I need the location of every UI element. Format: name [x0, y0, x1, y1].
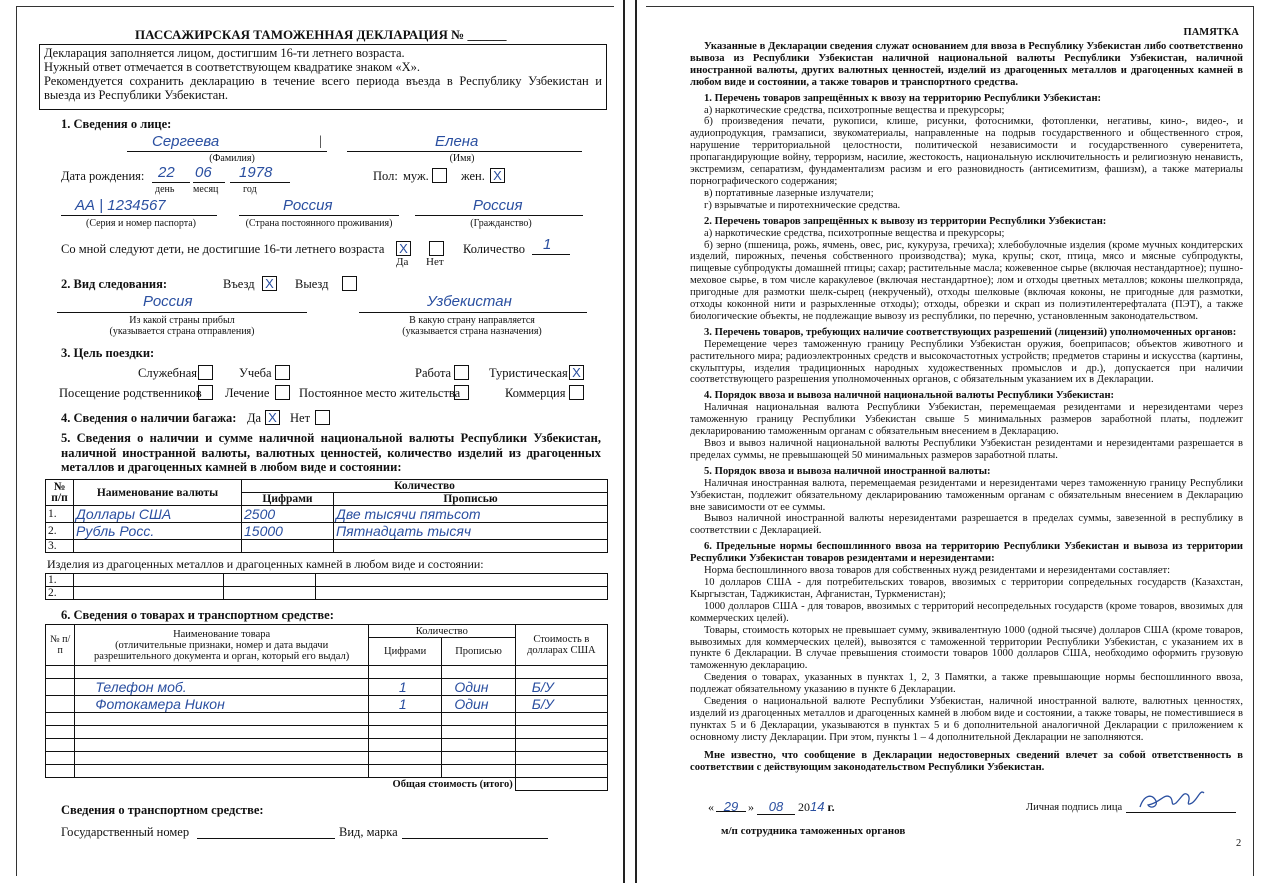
section-2-heading: 2. Вид следования:: [61, 277, 168, 291]
currency-table: [45, 479, 608, 553]
year-label: год: [243, 184, 257, 195]
col-digits: Цифрами: [368, 638, 441, 666]
signature-label: Личная подпись лица: [1026, 802, 1123, 813]
section-1-heading: 1. Сведения о лице:: [61, 117, 172, 131]
declaration-page: ПАССАЖИРСКАЯ ТАМОЖЕННАЯ ДЕКЛАРАЦИЯ № ______ Декларация заполняется лицом, достигшим 16-ти летнего возраста. Нужный ответ отмечается в соответствующем квадратике знаком «Х». Рекомендуется сохранить декларацию в течение всего периода въезда в Республику Узбекистан и выезда из Республики Узбекистан. 1. Сведения о лице: Сергеева | Елена (Фамилия) (Имя) Дата рождения: 22 06 1978 день месяц год Пол: муж. жен. X АА | 1234567 Россия Россия (Серия и номер паспорта) (Страна постоянного проживания) (Гражданство) Со мной следуют дети, не достигшие 16-ти летнего возраста X Да Нет Количество 1 2. Вид следования: Въезд X Выезд Россия Узбекистан Из какой страны прибыл (указывается страна отправления) В какую страну направляется (указывается страна назначения) 3. Цель поездки: Служебная Учеба Работа Туристическая X Посещение родственников Лечение Постоянное место жительства Коммерция 4. Сведения о наличии багажа: Да X Нет 5. Сведения о наличии и сумме наличной национальной валюты Республики Узбекистан, наличной иностранной валюты, валютных ценностей, количество изделий из драгоценных металлов и драгоценных камней в любом виде и состоянии: № п/п Наименование валюты Количество Цифрами Прописью 1. Доллары США 2500 Две тысячи пятьсот 2. Рубль Росс. 15000 Пятнадцать тысяч 3. Изделия из драгоценных металлов и драгоценных камней в любом виде и состоянии: 1. 2. 6. Сведения о товарах и транспортном средстве: № п/п Наименование товара (отличительные признаки, номер и дата выдачи разрешительного документа и орган, который его выдал) Количество Стоимость в долларах США Цифрами Прописью Телефон моб. 1 Один Б/У Фотокамера Никон 1 Один Б/У Общая стоимость (итого) Сведения о транспортном средстве: Государственный номер Вид, марка: [16, 6, 614, 876]
citizenship-label: (Гражданство): [470, 218, 532, 229]
to-label: В какую страну направляется (указывается страна назначения): [402, 315, 542, 337]
col-words: Прописью: [442, 638, 515, 666]
section-5-heading: 5. Сведения о наличии и сумме наличной национальной валюты Республики Узбекистан, наличной иностранной валюты, валютных ценностей, количество изделий из драгоценных металлов и драгоценных камней в любом виде и состоянии:: [61, 431, 601, 474]
purpose-relatives-checkbox[interactable]: [198, 385, 213, 400]
col-quantity: Количество: [368, 625, 515, 638]
no-label: Нет: [426, 256, 444, 268]
page-separator: [623, 0, 637, 883]
passport-label: (Серия и номер паспорта): [86, 218, 196, 229]
dob-year: 1978: [239, 164, 273, 181]
total-value[interactable]: [515, 778, 607, 791]
table-row: [46, 726, 608, 739]
col-quantity: Количество: [242, 480, 608, 493]
instructions-page: [646, 6, 1254, 876]
surname-label: (Фамилия): [209, 153, 255, 164]
item-6-heading: 6. Предельные нормы беспошлинного ввоза на территорию Республики Узбекистан и вывоза из территории Республики Узбекистан товаров резидентами и нерезидентами:: [690, 541, 1243, 565]
col-currency: Наименование валюты: [74, 480, 242, 506]
make-label: Вид, марка: [339, 825, 398, 839]
page-number: 2: [1236, 838, 1242, 849]
purpose-study-label: Учеба: [239, 366, 272, 380]
children-no-checkbox[interactable]: [429, 241, 444, 256]
sex-label: Пол:: [373, 169, 398, 183]
table-row: [46, 752, 608, 765]
intro-box: [39, 44, 607, 110]
instructions-title: ПАМЯТКА: [1183, 27, 1239, 38]
baggage-no-checkbox[interactable]: [315, 410, 330, 425]
table-row: [46, 713, 608, 726]
female-checkbox[interactable]: X: [490, 168, 505, 183]
dob-month: 06: [195, 164, 212, 181]
purpose-service-label: Служебная: [138, 366, 198, 380]
item-3-heading: 3. Перечень товаров, требующих наличие соответствующих разрешений (лицензий) уполномоченных органов:: [704, 326, 1237, 338]
female-label: жен.: [461, 169, 485, 183]
baggage-yes-label: Да: [247, 411, 262, 425]
male-label: муж.: [403, 169, 429, 183]
entry-label: Въезд: [223, 277, 255, 291]
col-words: Прописью: [334, 493, 608, 506]
table-row: 1.: [46, 574, 608, 587]
signature-date: « 29 » 08 2014 г.: [708, 799, 835, 814]
intro-line: Нужный ответ отмечается в соответствующем квадратике знаком «Х».: [44, 60, 421, 74]
baggage-yes-checkbox[interactable]: X: [265, 410, 280, 425]
surname-value: Сергеева: [152, 133, 220, 150]
country-value: Россия: [283, 197, 333, 214]
col-num: № п/п: [46, 480, 74, 506]
day-label: день: [155, 184, 175, 195]
purpose-commerce-label: Коммерция: [505, 386, 566, 400]
goods-table: [45, 624, 608, 791]
table-row: 3.: [46, 540, 608, 553]
purpose-work-checkbox[interactable]: [454, 365, 469, 380]
col-cost: Стоимость в долларах США: [515, 625, 607, 666]
table-row: [46, 739, 608, 752]
country-label: (Страна постоянного проживания): [245, 218, 393, 229]
purpose-commerce-checkbox[interactable]: [569, 385, 584, 400]
from-label: Из какой страны прибыл (указывается страна отправления): [109, 315, 255, 337]
baggage-no-label: Нет: [290, 411, 311, 425]
dob-day: 22: [158, 164, 175, 181]
instructions-body: Указанные в Декларации сведения служат основанием для ввоза в Республику Узбекистан либо соответственно вывоза из Республики Узбекистан наличной национальной валюты Республики Узбекистан, наличной иностранной валюты, других валютных ценностей, изделий из драгоценных металлов и драгоценных камней в любом виде и состоянии, а также товаров и транспортного средства. 1. Перечень товаров запрещённых к ввозу на территорию Республики Узбекистан: а) наркотические средства, психотропные вещества и прекурсоры; б) произведения печати, рукописи, клише, рисунки, фотоснимки, фотопленки, негативы, кино-, видео-, и аудиопродукция, грамзаписи, звукоматериалы, направленные на подрыв государственного и общественного строя, нарушение территориальной целостности, политической независимости и государственного суверенитета, пропагандирующие войну, терроризм, насилие, жестокость, национальную исключительность и религиозную ненависть, экстремизм, сепаратизм, фундаментализм расизм и его разновидность (антисемитизм, фашизм), а также материалы порнографического содержания; в) портативные лазерные излучатели; г) взрывчатые и пиротехнические средства. 2. Перечень товаров запрещённых к вывозу из территории Республики Узбекистан: а) наркотические средства, психотропные вещества и прекурсоры; б) зерно (пшеница, рожь, ячмень, овес, рис, кукуруза, гречиха); хлебобулочные изделия (кроме мучных кондитерских изделий, пирожных, печенья собственного производства); мука, крупы; скот, птица, мясо и мясные субпродукты, пищевые субпродукты домашней птицы; сахар; растительные масла; кожевенное сырье (включая нестандартное); пушно-меховое сырье, в том числе каракулевое (включая нестандартное); лом и отходы цветных металлов; коконы шелкопряда, пригодные для размотки шелк-сырец (некрученый), отходы шелковые (включая коконы, не пригодные для размотки, отходы коконной нити и разрыхленные отходы); отходы, обрезки и скрап из полиэтилентерефталата (ПЭТ), а также биологические объекты, не подлежащие вывозу из республики, по перечню, установленным законодательством. 3. Перечень товаров, требующих наличие соответствующих разрешений (лицензий) уполномоченных органов: Перемещение через таможенную границу Республики Узбекистан оружия, боеприпасов; объектов животного и растительного мира; радиоэлектронных средств и высокочастотных устройств; предметов старины и искусства (картины, скульптуры, изделия традиционных народных художественных промыслов и др.), допускается при наличии соответствующего разрешения уполномоченных органов, с обязательным указанием их в Декларации. 4. Порядок ввоза и вывоза наличной национальной валюты Республики Узбекистан: Наличная национальная валюта Республики Узбекистан, перемещаемая резидентами и нерезидентами через таможенную границу Республики Узбекистан свыше 5 минимальных размеров заработной платы, подлежит декларированию таможенным органам с обязательным внесением в Декларацию. Ввоз и вывоз наличной национальной валюты Республики Узбекистан резидентами и нерезидентами разрешается в пределах суммы, не превышающей 50 минимальных размеров заработной платы. 5. Порядок ввоза и вывоза наличной иностранной валюты: Наличная иностранная валюта, перемещаемая резидентами и нерезидентами через таможенную границу Республики Узбекистан, подлежит обязательному декларированию таможенным органам с обязательным внесением в Декларацию вне зависимости от ее суммы. Вывоз наличной иностранной валюты нерезидентами разрешается в пределах суммы, завезенной в республику в соответствии с Декларацией. 6. Предельные нормы беспошлинного ввоза на территорию Республики Узбекистан и вывоза из территории Республики Узбекистан товаров резидентами и нерезидентами: Норма беспошлинного ввоза товаров для собственных нужд резидентами и нерезидентами составляет: 10 долларов США - для потребительских товаров, ввозимых с территории сопредельных государств (Казахстан, Кыргызстан, Таджикистан, Афганистан, Туркменистан); 1000 долларов США - для товаров, ввозимых с территорий несопредельных государств (кроме товаров, ввозимых для коммерческих целей). Товары, стоимость которых не превышает сумму, эквивалентную 1000 (одной тысяче) долларов США (кроме товаров, вывозимых для коммерческих целей), вывозятся с таможенной территории Республики Узбекистан, с указанием их в пункте 6 Декларации. В случае превышения стоимости товаров 1000 долларов США, необходимо оформить грузовую таможенную декларацию. Сведения о товарах, указанных в пунктах 1, 2, 3 Памятки, а также превышающие нормы беспошлинного ввоза, подлежат обязательному указанию в пункте 6 Декларации. Сведения о национальной валюте Республики Узбекистан, наличной иностранной валюте, валютных ценностях, изделий из драгоценных металлов и драгоценных камней в любом виде и состоянии, а также товары, не поместившиеся в пунктах 5 и 6 Декларации, указываются в пунктах 5 и 6 дополнительной аналогичной Декларации с приложением к основному листу Декларации. При этом, пункты 1 – 4 дополнительной Декларации не заполняются. Мне известно, что сообщение в Декларации недостоверных сведений влечет за собой ответственность в соответствии с действующим законодательством Республики Узбекистан.: [690, 41, 1243, 773]
section-4-heading: 4. Сведения о наличии багажа:: [61, 411, 237, 425]
item-2-heading: 2. Перечень товаров запрещённых к вывозу из территории Республики Узбекистан:: [704, 215, 1107, 227]
month-label: месяц: [193, 184, 219, 195]
table-row: Телефон моб. 1 Один Б/У: [46, 679, 608, 696]
from-value: Россия: [143, 293, 193, 310]
table-row: 2. Рубль Росс. 15000 Пятнадцать тысяч: [46, 523, 608, 540]
children-qty-value: 1: [543, 236, 552, 253]
plate-field[interactable]: [197, 823, 335, 839]
dob-label: Дата рождения:: [61, 169, 145, 183]
table-row: Фотокамера Никон 1 Один Б/У: [46, 696, 608, 713]
section-6-heading: 6. Сведения о товарах и транспортном средстве:: [61, 608, 334, 622]
yes-label: Да: [396, 256, 409, 268]
intro-paragraph: Указанные в Декларации сведения служат основанием для ввоза в Республику Узбекистан либо соответственно вывоза из Республики Узбекистан наличной национальной валюты Республики Узбекистан, наличной иностранной валюты, других валютных ценностей, изделий из драгоценных металлов и драгоценных камней в любом виде и состоянии, а также товаров и транспортного средства.: [690, 41, 1243, 88]
jewelry-table: [45, 573, 608, 600]
intro-line: Декларация заполняется лицом, достигшим 16-ти летнего возраста.: [44, 46, 405, 60]
children-label: Со мной следуют дети, не достигшие 16-ти летнего возраста: [61, 242, 385, 256]
plate-label: Государственный номер: [61, 825, 190, 839]
section-3-heading: 3. Цель поездки:: [61, 346, 155, 360]
purpose-treatment-label: Лечение: [225, 386, 270, 400]
item-5-heading: 5. Порядок ввоза и вывоза наличной иностранной валюты:: [704, 465, 991, 477]
declaration-title: ПАССАЖИРСКАЯ ТАМОЖЕННАЯ ДЕКЛАРАЦИЯ № ______: [135, 27, 507, 42]
purpose-work-label: Работа: [415, 366, 452, 380]
purpose-service-checkbox[interactable]: [198, 365, 213, 380]
name-label: (Имя): [449, 153, 475, 164]
transport-heading: Сведения о транспортном средстве:: [61, 803, 264, 817]
citizenship-value: Россия: [473, 197, 523, 214]
purpose-treatment-checkbox[interactable]: [275, 385, 290, 400]
male-checkbox[interactable]: [432, 168, 447, 183]
to-value: Узбекистан: [427, 293, 512, 310]
table-row: [46, 666, 608, 679]
name-value: Елена: [435, 133, 479, 150]
purpose-study-checkbox[interactable]: [275, 365, 290, 380]
col-digits: Цифрами: [242, 493, 334, 506]
table-row: [46, 765, 608, 778]
col-num: № п/п: [46, 625, 75, 666]
passport-value: АА | 1234567: [75, 197, 166, 214]
exit-checkbox[interactable]: [342, 276, 357, 291]
children-qty-label: Количество: [463, 242, 525, 256]
table-row: 2.: [46, 587, 608, 600]
purpose-residence-label: Постоянное место жительства: [299, 386, 461, 400]
purpose-tour-checkbox[interactable]: X: [569, 365, 584, 380]
item-4-heading: 4. Порядок ввоза и вывоза наличной национальной валюты Республики Узбекистан:: [704, 390, 1115, 402]
purpose-relatives-label: Посещение родственников: [59, 386, 202, 400]
exit-label: Выезд: [295, 277, 329, 291]
total-label: Общая стоимость (итого): [46, 778, 516, 791]
intro-line: Рекомендуется сохранить декларацию в течение всего периода въезда в Республику Узбекистан и выезда из Республики Узбекистан.: [44, 74, 602, 102]
col-goods: Наименование товара (отличительные признаки, номер и дата выдачи разрешительного документа и орган, который его выдал): [75, 625, 369, 666]
warning-paragraph: Мне известно, что сообщение в Декларации недостоверных сведений влечет за собой ответственность в соответствии с действующим законодательством Республики Узбекистан.: [690, 749, 1243, 773]
make-field[interactable]: [402, 823, 548, 839]
purpose-residence-checkbox[interactable]: [454, 385, 469, 400]
item-1-heading: 1. Перечень товаров запрещённых к ввозу на территорию Республики Узбекистан:: [704, 92, 1102, 104]
table-row: 1. Доллары США 2500 Две тысячи пятьсот: [46, 506, 608, 523]
signature-scribble: [1134, 785, 1214, 815]
purpose-tour-label: Туристическая: [489, 366, 568, 380]
children-yes-checkbox[interactable]: X: [396, 241, 411, 256]
entry-checkbox[interactable]: X: [262, 276, 277, 291]
stamp-label: м/п сотрудника таможенных органов: [721, 825, 906, 837]
jewelry-label: Изделия из драгоценных металлов и драгоценных камней в любом виде и состоянии:: [47, 557, 484, 571]
